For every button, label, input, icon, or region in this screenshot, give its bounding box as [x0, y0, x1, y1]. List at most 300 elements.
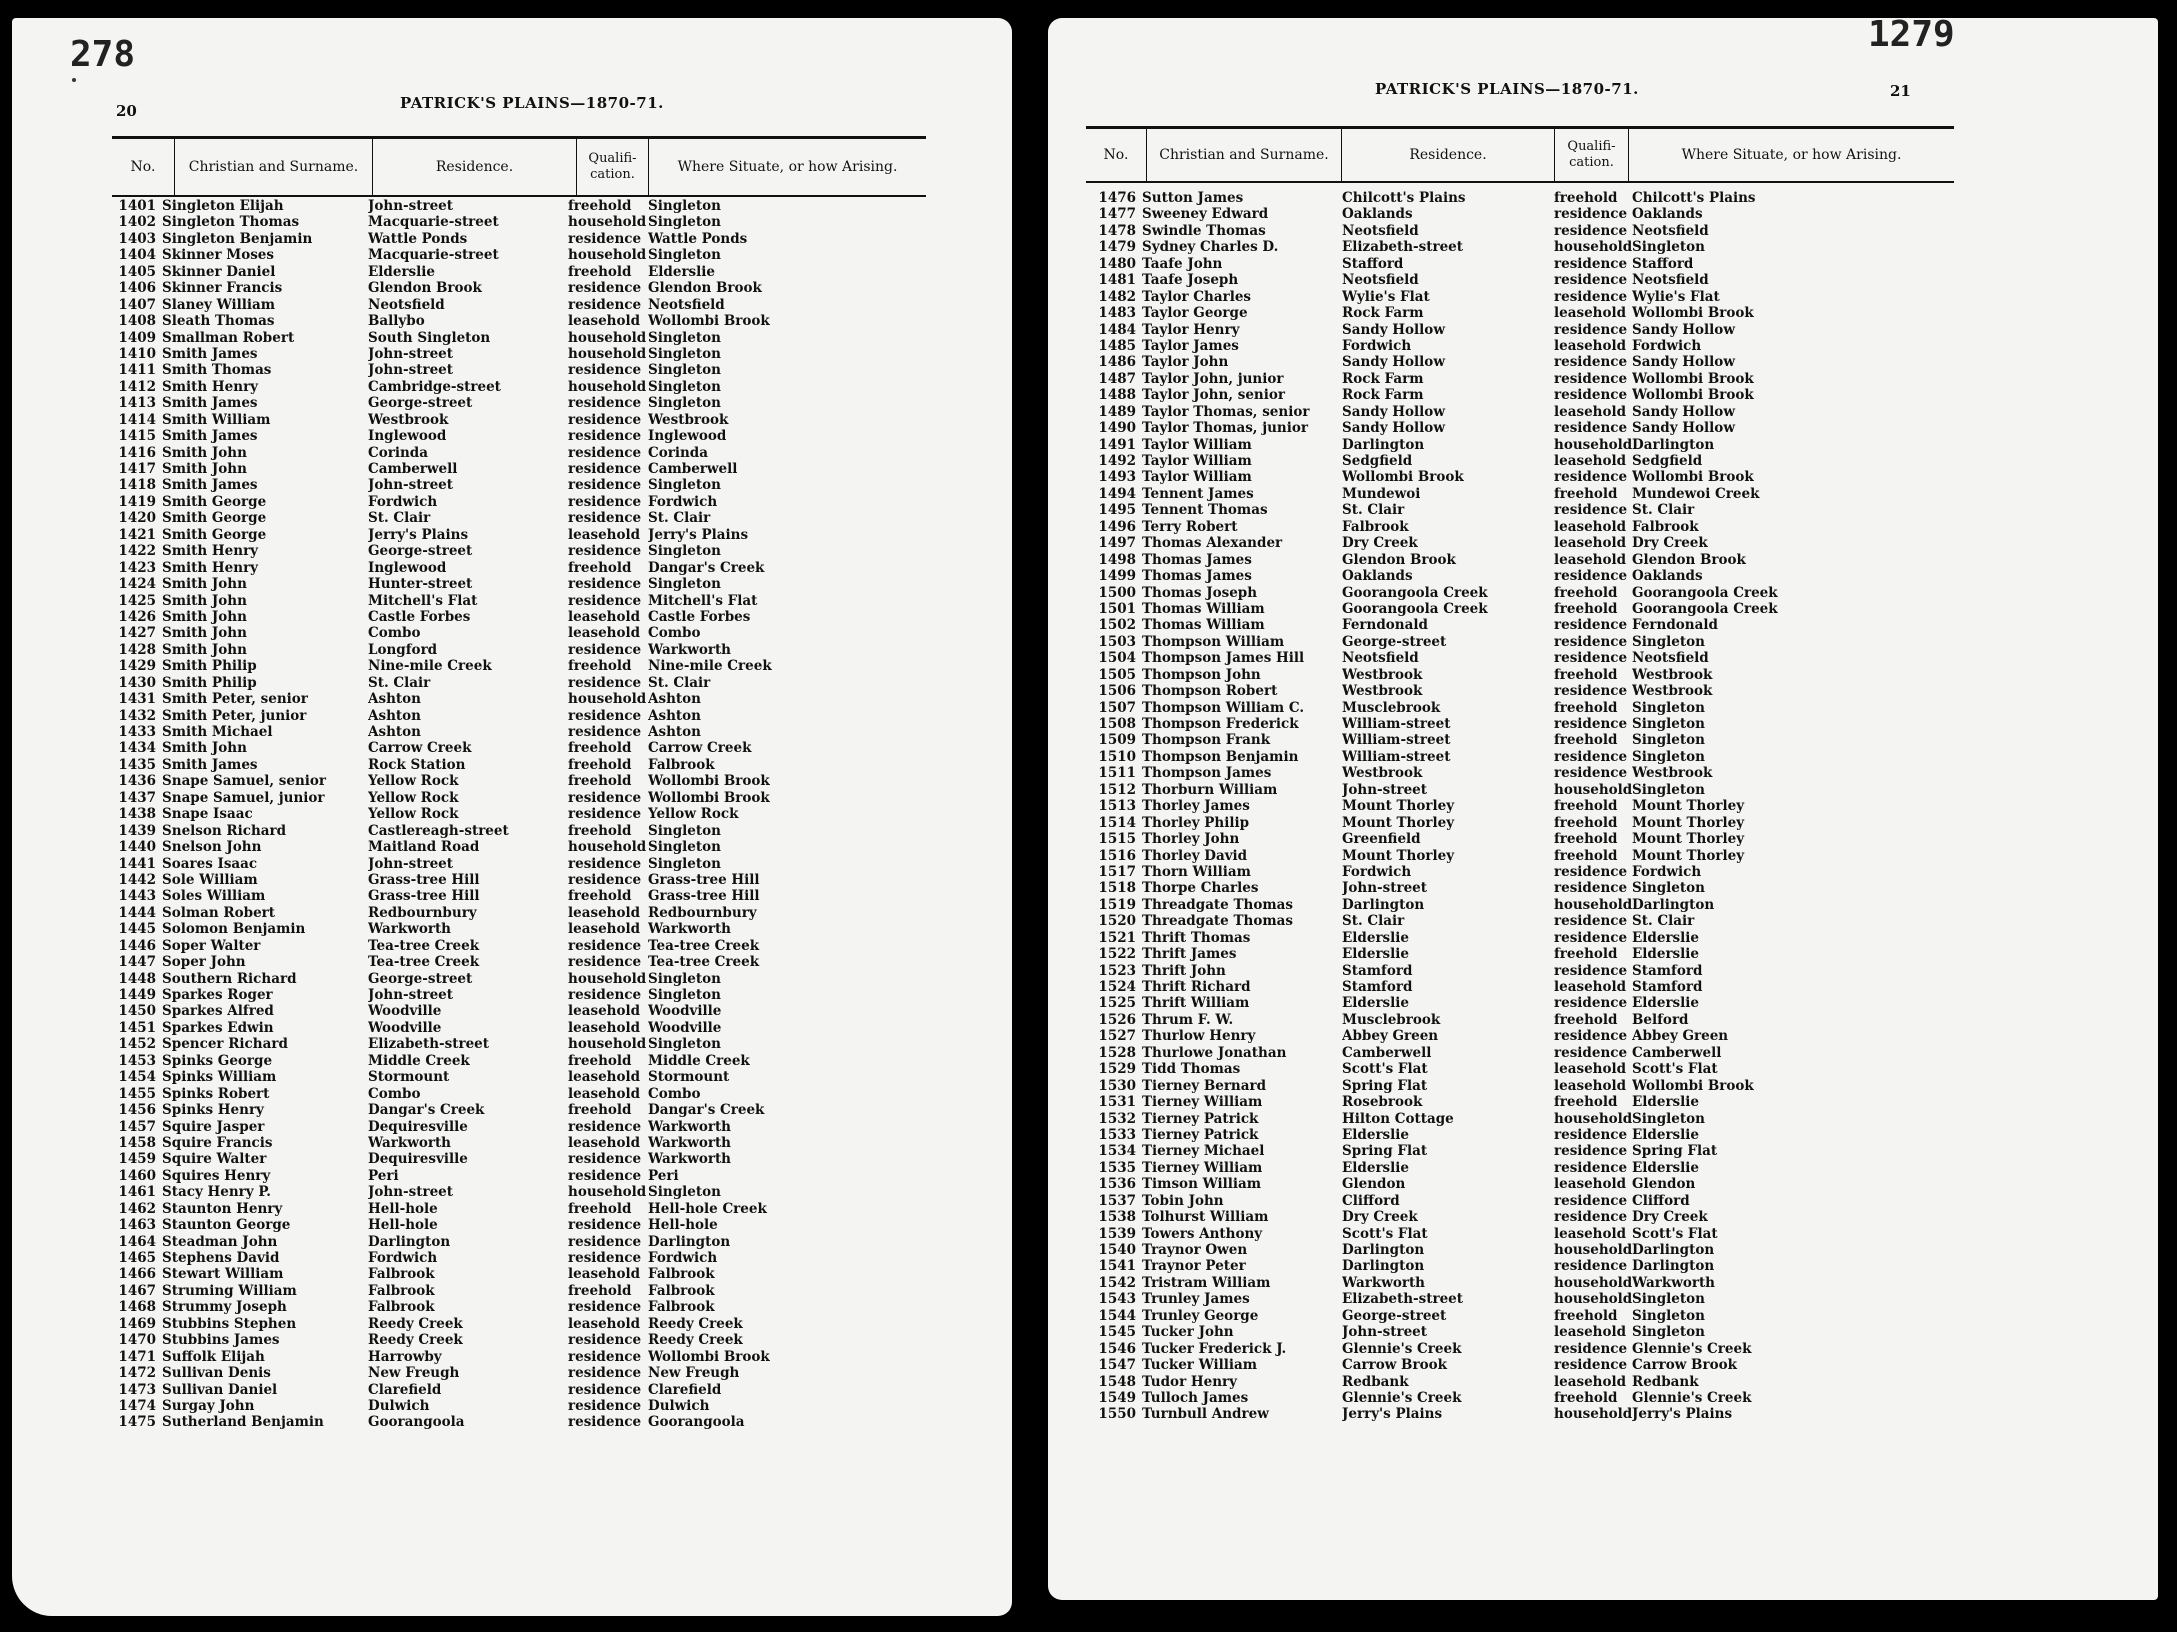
entry-qualification: residence — [568, 724, 642, 740]
entry-name: Thomas Joseph — [1142, 584, 1258, 601]
entry-qualification: residence — [568, 411, 642, 428]
entry-residence: Westbrook — [1342, 765, 1423, 782]
entry-number: 1494 — [1098, 485, 1136, 502]
entry-number: 1543 — [1098, 1291, 1136, 1308]
entry-name: Taylor John, senior — [1142, 387, 1285, 404]
entry-where: Glendon Brook — [648, 280, 762, 297]
entry-qualification: household — [568, 345, 647, 362]
entry-qualification: leasehold — [568, 1085, 641, 1102]
entry-where: Warkworth — [648, 1134, 731, 1151]
entry-qualification: residence — [1554, 716, 1628, 732]
entry-residence: Elizabeth-street — [368, 1036, 490, 1053]
entry-where: Reedy Creek — [648, 1315, 743, 1332]
entry-qualification: residence — [568, 592, 642, 609]
entry-qualification: residence — [1554, 1126, 1628, 1143]
table-row — [1082, 864, 1802, 880]
entry-residence: Glennie's Creek — [1342, 1389, 1462, 1406]
entry-residence: Sedgfield — [1342, 453, 1413, 469]
entry-qualification: residence — [568, 789, 642, 806]
entry-number: 1442 — [118, 871, 156, 888]
table-row — [108, 1102, 828, 1118]
entry-number: 1454 — [118, 1069, 156, 1086]
entry-name: Thrift William — [1142, 995, 1250, 1012]
table-row — [108, 740, 828, 756]
header-no: No. — [130, 159, 156, 175]
entry-qualification: residence — [568, 1250, 642, 1266]
entry-number: 1530 — [1098, 1077, 1136, 1094]
entry-number: 1406 — [118, 280, 156, 297]
table-row — [1082, 519, 1802, 535]
entry-qualification: household — [1554, 1242, 1632, 1258]
table-row — [1082, 831, 1802, 847]
entry-name: Tolhurst William — [1142, 1209, 1269, 1226]
entry-residence: Elderslie — [1342, 1126, 1410, 1143]
entry-qualification: residence — [1554, 995, 1628, 1012]
header-name: Christian and Surname. — [174, 139, 372, 195]
entry-number: 1529 — [1098, 1061, 1136, 1078]
entry-residence: Inglewood — [368, 559, 447, 576]
table-row — [1082, 1127, 1802, 1143]
entry-number: 1472 — [118, 1365, 156, 1382]
right-page — [1048, 18, 2158, 1600]
entry-residence: Chilcott's Plains — [1342, 190, 1466, 206]
entry-name: Taafe John — [1142, 255, 1223, 272]
entry-qualification: residence — [1554, 272, 1628, 289]
entry-name: Struming William — [162, 1282, 297, 1299]
entry-number: 1419 — [118, 493, 156, 510]
entry-qualification: residence — [1554, 1044, 1628, 1061]
entry-name: Soles William — [162, 888, 266, 905]
handwritten-page-number: 1279 — [1868, 18, 1955, 55]
entry-qualification: leasehold — [1554, 1077, 1627, 1094]
entry-name: Terry Robert — [1142, 518, 1238, 535]
entry-where: Carrow Brook — [1632, 1357, 1737, 1374]
entry-qualification: residence — [568, 806, 642, 823]
entry-name: Smith Peter, senior — [162, 691, 308, 708]
entry-qualification: residence — [1554, 1159, 1628, 1176]
table-row — [108, 1365, 828, 1381]
entry-residence: Sandy Hollow — [1342, 354, 1445, 371]
entry-number: 1466 — [118, 1266, 156, 1283]
entry-qualification: leasehold — [568, 625, 641, 642]
entry-residence: Hell-hole — [368, 1200, 438, 1217]
entry-where: Glennie's Creek — [1632, 1340, 1752, 1357]
entry-residence: Nine-mile Creek — [368, 658, 492, 675]
entry-residence: Dry Creek — [1342, 1209, 1418, 1226]
entry-number: 1546 — [1098, 1340, 1136, 1357]
entry-residence: Elizabeth-street — [1342, 1291, 1464, 1308]
table-row — [1082, 1012, 1802, 1028]
entry-name: Smith John — [162, 576, 247, 593]
table-row — [108, 773, 828, 789]
entry-number: 1541 — [1098, 1258, 1136, 1275]
entry-number: 1535 — [1098, 1159, 1136, 1176]
entry-name: Smith John — [162, 444, 247, 461]
entry-number: 1499 — [1098, 568, 1136, 585]
table-row — [108, 1135, 828, 1151]
entry-name: Thorpe Charles — [1142, 880, 1259, 897]
entry-qualification: residence — [568, 1118, 642, 1135]
table-row — [1082, 305, 1802, 321]
entry-qualification: residence — [568, 296, 642, 313]
entry-name: Smith John — [162, 740, 247, 757]
entry-name: Thomas James — [1142, 551, 1252, 568]
entry-where: Falbrook — [648, 1266, 715, 1283]
entry-qualification: residence — [568, 362, 642, 379]
running-title: PATRICK'S PLAINS—1870-71. — [1375, 80, 1639, 98]
entry-residence: Glendon — [1342, 1176, 1406, 1193]
entry-qualification: leasehold — [568, 1315, 641, 1332]
entry-residence: Yellow Rock — [368, 806, 459, 823]
entry-residence: Woodville — [368, 1019, 442, 1036]
entry-qualification: freehold — [568, 756, 632, 773]
table-row — [108, 1299, 828, 1315]
entry-number: 1451 — [118, 1019, 156, 1036]
entry-qualification: freehold — [568, 559, 632, 576]
entry-number: 1429 — [118, 658, 156, 675]
entry-qualification: freehold — [568, 198, 632, 214]
entry-number: 1527 — [1098, 1028, 1136, 1045]
entry-qualification: freehold — [1554, 847, 1618, 864]
entry-qualification: freehold — [1554, 798, 1618, 815]
entry-name: Threadgate Thomas — [1142, 913, 1293, 930]
entry-number: 1476 — [1098, 190, 1136, 206]
entry-where: Combo — [648, 1085, 701, 1102]
entry-name: Threadgate Thomas — [1142, 896, 1293, 913]
entry-where: Jerry's Plains — [648, 526, 749, 543]
entry-qualification: residence — [568, 428, 642, 445]
entry-residence: Longford — [368, 641, 438, 658]
table-row — [1082, 256, 1802, 272]
entry-where: Warkworth — [648, 1118, 731, 1135]
entry-residence: Reedy Creek — [368, 1332, 463, 1349]
entry-number: 1447 — [118, 954, 156, 971]
entry-name: Staunton George — [162, 1217, 291, 1234]
entry-residence: Castlereagh-street — [368, 822, 509, 839]
entry-number: 1509 — [1098, 732, 1136, 749]
table-row — [1082, 963, 1802, 979]
table-row — [108, 1234, 828, 1250]
entry-residence: Darlington — [368, 1233, 451, 1250]
entry-where: Singleton — [1632, 716, 1705, 732]
table-row — [108, 938, 828, 954]
entry-residence: William-street — [1342, 748, 1451, 765]
entry-where: St. Clair — [648, 510, 711, 527]
entry-name: Tristram William — [1142, 1274, 1271, 1291]
entry-residence: Macquarie-street — [368, 214, 499, 231]
entry-where: Singleton — [1632, 748, 1705, 765]
entry-qualification: household — [1554, 896, 1632, 913]
entry-number: 1491 — [1098, 436, 1136, 453]
entry-qualification: freehold — [568, 658, 632, 675]
entry-number: 1468 — [118, 1299, 156, 1316]
table-row — [108, 247, 828, 263]
table-row — [108, 264, 828, 280]
entry-number: 1450 — [118, 1003, 156, 1020]
entry-name: Timson William — [1142, 1176, 1262, 1193]
entry-name: Slaney William — [162, 296, 276, 313]
header-where: Where Situate, or how Arising. — [648, 139, 926, 195]
entry-name: Thompson Benjamin — [1142, 748, 1299, 765]
entry-where: Fordwich — [1632, 863, 1702, 880]
entry-residence: Carrow Creek — [368, 740, 472, 757]
entry-where: Corinda — [648, 444, 708, 461]
entry-qualification: freehold — [1554, 814, 1618, 831]
entry-number: 1539 — [1098, 1225, 1136, 1242]
entry-number: 1434 — [118, 740, 156, 757]
table-row — [108, 954, 828, 970]
table-row — [1082, 1374, 1802, 1390]
entry-number: 1422 — [118, 543, 156, 560]
entry-residence: St. Clair — [368, 510, 431, 527]
table-row — [108, 428, 828, 444]
entry-residence: Scott's Flat — [1342, 1225, 1428, 1242]
entry-number: 1520 — [1098, 913, 1136, 930]
entry-qualification: freehold — [1554, 1094, 1618, 1111]
entry-name: Thompson William C. — [1142, 699, 1305, 716]
entry-name: Thompson James Hill — [1142, 650, 1305, 667]
entry-where: Singleton — [648, 1036, 721, 1053]
entry-where: Sandy Hollow — [1632, 321, 1735, 338]
entry-residence: Elderslie — [1342, 1159, 1410, 1176]
entry-where: Hell-hole — [648, 1217, 718, 1234]
entry-name: Taylor John — [1142, 354, 1229, 371]
entry-name: Spinks Henry — [162, 1102, 264, 1119]
header-residence: Residence. — [372, 139, 576, 195]
entry-name: Stubbins James — [162, 1332, 280, 1349]
entry-residence: William-street — [1342, 732, 1451, 749]
entry-name: Towers Anthony — [1142, 1225, 1263, 1242]
entry-name: Tudor Henry — [1142, 1373, 1237, 1390]
entry-qualification: leasehold — [1554, 551, 1627, 568]
entry-qualification: residence — [568, 937, 642, 954]
entry-qualification: residence — [1554, 683, 1628, 700]
table-row — [1082, 1078, 1802, 1094]
entry-residence: Cambridge-street — [368, 378, 501, 395]
entry-residence: Middle Creek — [368, 1052, 470, 1069]
entry-number: 1512 — [1098, 781, 1136, 798]
entry-residence: Neotsfield — [1342, 650, 1419, 667]
entry-where: Oaklands — [1632, 206, 1703, 223]
entry-number: 1538 — [1098, 1209, 1136, 1226]
table-row — [1082, 206, 1802, 222]
table-row — [108, 724, 828, 740]
table-row — [108, 1250, 828, 1266]
entry-number: 1449 — [118, 987, 156, 1003]
entry-number: 1417 — [118, 461, 156, 477]
entry-residence: Spring Flat — [1342, 1077, 1428, 1094]
entry-where: Singleton — [1632, 1324, 1705, 1341]
entry-qualification: household — [568, 839, 647, 856]
entry-residence: Goorangoola Creek — [1342, 600, 1488, 617]
table-row — [108, 905, 828, 921]
entry-number: 1457 — [118, 1118, 156, 1135]
entry-where: Sandy Hollow — [1632, 354, 1735, 371]
entry-where: Neotsfield — [1632, 272, 1709, 289]
entry-number: 1456 — [118, 1102, 156, 1119]
entry-name: Tierney William — [1142, 1159, 1263, 1176]
entry-residence: George-street — [1342, 1307, 1447, 1324]
entry-qualification: household — [568, 247, 647, 264]
entry-qualification: household — [568, 970, 647, 987]
table-row — [1082, 1045, 1802, 1061]
entry-number: 1548 — [1098, 1373, 1136, 1390]
entry-qualification: residence — [568, 543, 642, 560]
entry-qualification: residence — [568, 1332, 642, 1349]
entry-qualification: residence — [1554, 370, 1628, 387]
table-row — [1082, 1176, 1802, 1192]
entry-name: Tierney Bernard — [1142, 1077, 1267, 1094]
entry-name: Thorley John — [1142, 831, 1240, 848]
entry-residence: Grass-tree Hill — [368, 888, 480, 905]
entry-name: Soares Isaac — [162, 855, 258, 872]
entry-qualification: household — [1554, 1110, 1632, 1127]
entry-name: Taylor William — [1142, 453, 1252, 469]
entry-qualification: residence — [1554, 1209, 1628, 1226]
entry-residence: Redbank — [1342, 1373, 1409, 1390]
entry-residence: Elderslie — [1342, 946, 1410, 963]
entry-name: Taylor John, junior — [1142, 370, 1284, 387]
table-row — [108, 1069, 828, 1085]
table-row — [1082, 1094, 1802, 1110]
entry-where: Singleton — [1632, 732, 1705, 749]
entry-where: Singleton — [648, 855, 721, 872]
entry-number: 1484 — [1098, 321, 1136, 338]
entry-number: 1440 — [118, 839, 156, 856]
entry-where: Wollombi Brook — [648, 1348, 770, 1365]
table-row — [1082, 700, 1802, 716]
entry-residence: Ashton — [368, 724, 421, 740]
entry-name: Thorburn William — [1142, 781, 1278, 798]
table-row — [108, 971, 828, 987]
entry-name: Singleton Elijah — [162, 198, 284, 214]
entry-number: 1488 — [1098, 387, 1136, 404]
entry-where: St. Clair — [1632, 913, 1695, 930]
entry-residence: Tea-tree Creek — [368, 937, 480, 954]
table-row — [108, 1266, 828, 1282]
entry-residence: Spring Flat — [1342, 1143, 1428, 1160]
entry-where: Stafford — [1632, 255, 1694, 272]
entry-number: 1483 — [1098, 305, 1136, 322]
entry-name: Smith Peter, junior — [162, 707, 307, 724]
entry-residence: Inglewood — [368, 428, 447, 445]
entry-residence: Elderslie — [1342, 929, 1410, 946]
table-row — [108, 839, 828, 855]
entry-name: Thrift James — [1142, 946, 1237, 963]
entry-residence: Mundewoi — [1342, 485, 1421, 502]
entry-residence: Castle Forbes — [368, 608, 471, 625]
entry-number: 1478 — [1098, 222, 1136, 239]
table-row — [1082, 880, 1802, 896]
entry-where: Carrow Creek — [648, 740, 752, 757]
entry-name: Thorley Philip — [1142, 814, 1250, 831]
entry-name: Skinner Moses — [162, 247, 275, 264]
table-row — [108, 691, 828, 707]
entry-where: Wollombi Brook — [1632, 469, 1754, 486]
entry-qualification: household — [568, 1184, 647, 1201]
entry-qualification: residence — [568, 510, 642, 527]
entry-name: Tucker William — [1142, 1357, 1258, 1374]
entry-name: Steadman John — [162, 1233, 278, 1250]
entry-number: 1435 — [118, 756, 156, 773]
entry-number: 1482 — [1098, 288, 1136, 305]
entry-name: Taylor Thomas, junior — [1142, 420, 1308, 437]
entry-qualification: residence — [1554, 354, 1628, 371]
entry-number: 1444 — [118, 904, 156, 921]
entry-number: 1473 — [118, 1381, 156, 1398]
entry-number: 1505 — [1098, 666, 1136, 683]
entry-residence: Carrow Brook — [1342, 1357, 1447, 1374]
entry-residence: Mitchell's Flat — [368, 592, 478, 609]
table-row — [108, 872, 828, 888]
entry-where: Wollombi Brook — [648, 773, 770, 790]
entry-where: Spring Flat — [1632, 1143, 1718, 1160]
entry-qualification: residence — [568, 1414, 642, 1431]
entry-number: 1464 — [118, 1233, 156, 1250]
entry-number: 1475 — [118, 1414, 156, 1431]
entry-name: Singleton Benjamin — [162, 230, 313, 247]
entry-name: Smith Henry — [162, 543, 259, 560]
table-row — [1082, 1111, 1802, 1127]
entry-qualification: residence — [568, 576, 642, 593]
entry-where: Singleton — [648, 378, 721, 395]
entry-name: Spinks George — [162, 1052, 273, 1069]
entry-where: Singleton — [648, 1184, 721, 1201]
entry-number: 1532 — [1098, 1110, 1136, 1127]
table-row — [108, 510, 828, 526]
entry-where: Goorangoola Creek — [1632, 584, 1778, 601]
table-row — [108, 395, 828, 411]
entry-residence: Rock Station — [368, 756, 466, 773]
entry-number: 1461 — [118, 1184, 156, 1201]
entry-qualification: residence — [1554, 420, 1628, 437]
entry-where: Woodville — [648, 1019, 722, 1036]
table-row — [1082, 601, 1802, 617]
entry-qualification: residence — [568, 280, 642, 297]
entry-name: Tierney William — [1142, 1094, 1263, 1111]
entry-qualification: residence — [1554, 1258, 1628, 1275]
entry-name: Traynor Peter — [1142, 1258, 1246, 1275]
entry-where: Redbournbury — [648, 904, 757, 921]
entry-name: Thurlow Henry — [1142, 1028, 1256, 1045]
table-row — [1082, 469, 1802, 485]
entry-name: Tobin John — [1142, 1192, 1224, 1209]
table-row — [108, 280, 828, 296]
entry-residence: Hell-hole — [368, 1217, 438, 1234]
entry-name: Smith James — [162, 756, 258, 773]
entry-number: 1480 — [1098, 255, 1136, 272]
entry-name: Turnbull Andrew — [1142, 1406, 1269, 1423]
entry-residence: John-street — [368, 855, 453, 872]
entry-qualification: leasehold — [568, 313, 641, 330]
entry-name: Thompson Frank — [1142, 732, 1271, 749]
entry-qualification: leasehold — [568, 1266, 641, 1283]
entry-where: New Freugh — [648, 1365, 740, 1382]
entry-name: Taylor William — [1142, 436, 1252, 453]
entry-where: Yellow Rock — [648, 806, 739, 823]
entry-number: 1463 — [118, 1217, 156, 1234]
entry-residence: Mount Thorley — [1342, 814, 1455, 831]
entry-number: 1545 — [1098, 1324, 1136, 1341]
entry-residence: Jerry's Plains — [1342, 1406, 1443, 1423]
entry-qualification: residence — [1554, 880, 1628, 897]
entry-number: 1507 — [1098, 699, 1136, 716]
entry-where: Singleton — [1632, 1110, 1705, 1127]
table-row — [1082, 585, 1802, 601]
entry-number: 1506 — [1098, 683, 1136, 700]
entry-number: 1479 — [1098, 239, 1136, 256]
entry-number: 1477 — [1098, 206, 1136, 223]
